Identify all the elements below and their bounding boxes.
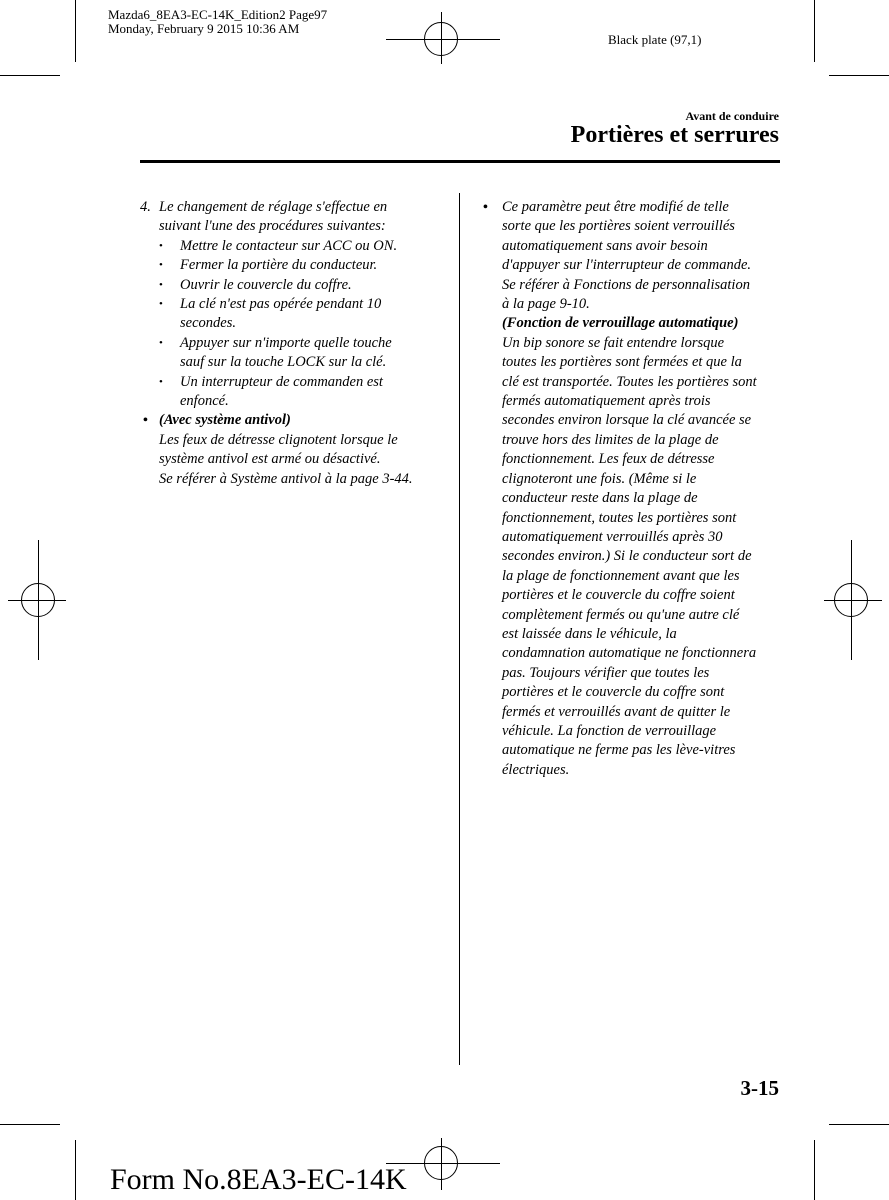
print-meta-line2: Monday, February 9 2015 10:36 AM <box>108 21 300 36</box>
p1-line: Ce paramètre peut être modifié de telle <box>502 199 729 215</box>
crop-mark-top-right-vertical <box>814 0 815 62</box>
sub-item-text: Ouvrir le couvercle du coffre. <box>180 276 352 293</box>
sub-item-4 <box>140 295 445 334</box>
p2-line: secondes environ lorsque la clé avancée se <box>502 412 752 429</box>
list-item-number: 4. <box>140 199 151 215</box>
p2-line: la plage de fonctionnement avant que les <box>502 567 740 584</box>
crop-mark-top-left-vertical <box>75 0 76 62</box>
sub-item-text: Mettre le contacteur sur ACC ou ON. <box>180 237 398 254</box>
sub-item-5 <box>140 334 445 373</box>
registration-target-top-v <box>441 12 442 64</box>
section-label: Avant de conduire <box>685 109 779 123</box>
auto-lock-heading: (Fonction de verrouillage automatique) <box>502 315 739 332</box>
crop-mark-bottom-right-vertical <box>814 1140 815 1200</box>
sub-item-text: enfoncé. <box>180 393 229 410</box>
antivol-heading: (Avec système antivol) <box>159 412 291 429</box>
p2-line: trouve hors des limites de la plage de <box>502 431 719 448</box>
right-bullet-item <box>482 198 784 780</box>
item4-line2: suivant l'une des procédures suivantes: <box>159 218 386 235</box>
page-number: 3-15 <box>740 1076 779 1100</box>
bullet: • <box>143 413 148 429</box>
p1-line: à la page 9-10. <box>502 296 590 313</box>
p2-line: clignoteront une fois. (Même si le <box>502 470 697 487</box>
p2-line: pas. Toujours vérifier que toutes les <box>502 664 710 681</box>
p2-line: secondes environ.) Si le conducteur sort de <box>502 548 752 565</box>
column-divider <box>459 193 460 1065</box>
crop-mark-top-left-horizontal <box>0 75 60 76</box>
p1-line: Se référer à Fonctions de personnalisation <box>502 276 750 293</box>
right-column <box>482 198 784 780</box>
p2-line: automatique ne ferme pas les lève-vitres <box>502 742 736 759</box>
sub-item-2 <box>140 256 445 275</box>
print-meta-line1: Mazda6_8EA3-EC-14K_Edition2 Page97 <box>108 7 328 22</box>
p1-line: sorte que les portières soient verrouillés <box>502 218 735 235</box>
sub-item-text: Un interrupteur de commanden est <box>180 373 383 390</box>
sub-item-6 <box>140 373 445 412</box>
bullet: • <box>483 200 488 215</box>
p1-line: automatiquement sans avoir besoin <box>502 237 708 254</box>
p2-line: complètement fermés ou qu'une autre clé <box>502 606 740 623</box>
p2-line: fonctionnement, toutes les portières sont <box>502 509 737 526</box>
sub-bullet: • <box>159 336 163 349</box>
p2-line: portières et le couvercle du coffre sont <box>502 684 725 701</box>
print-meta <box>108 8 327 36</box>
sub-bullet: • <box>159 259 163 272</box>
sub-bullet: • <box>159 298 163 311</box>
crop-mark-top-right-horizontal <box>829 75 889 76</box>
registration-target-bottom-v <box>441 1138 442 1190</box>
crop-mark-bottom-left-horizontal <box>0 1124 60 1125</box>
p2-line: toutes les portières sont fermées et que la <box>502 354 742 371</box>
registration-target-right-h <box>824 600 882 601</box>
item4-line1: Le changement de réglage s'effectue en <box>159 199 388 215</box>
p2-line: fonctionnement. Les feux de détresse <box>502 451 715 468</box>
registration-target-right-v <box>851 540 852 660</box>
registration-target-left-v <box>38 540 39 660</box>
sub-item-text: Appuyer sur n'importe quelle touche <box>180 334 392 351</box>
sub-item-text: La clé n'est pas opérée pendant 10 <box>180 296 382 313</box>
list-item-4 <box>140 198 445 237</box>
antivol-item <box>140 411 445 489</box>
sub-item-1 <box>140 237 445 256</box>
p2-line: condamnation automatique ne fonctionnera <box>502 645 757 662</box>
sub-bullet: • <box>159 278 163 291</box>
registration-target-top-h <box>386 39 500 40</box>
left-column <box>140 198 445 489</box>
p2-line: fermés automatiquement après trois <box>502 393 711 410</box>
p2-line: Un bip sonore se fait entendre lorsque <box>502 334 725 351</box>
sub-item-3 <box>140 276 445 295</box>
title-rule <box>140 160 780 163</box>
antivol-line3: Se référer à Système antivol à la page 3-44. <box>159 470 413 487</box>
plate-label: Black plate (97,1) <box>608 32 702 47</box>
p2-line: véhicule. La fonction de verrouillage <box>502 722 717 739</box>
p2-line: est laissée dans le véhicule, la <box>502 625 677 642</box>
p2-line: conducteur reste dans la plage de <box>502 490 698 507</box>
p2-line: fermés et verrouillés avant de quitter le <box>502 703 731 720</box>
sub-bullet: • <box>159 375 163 388</box>
sub-item-text: secondes. <box>180 315 236 332</box>
registration-target-left-h <box>8 600 66 601</box>
p2-line: électriques. <box>502 761 570 778</box>
sub-item-text: sauf sur la touche LOCK sur la clé. <box>180 354 387 371</box>
crop-mark-bottom-right-horizontal <box>829 1124 889 1125</box>
crop-mark-bottom-left-vertical <box>75 1140 76 1200</box>
sub-bullet: • <box>159 239 163 252</box>
p2-line: automatiquement verrouillés après 30 <box>502 528 723 545</box>
sub-item-text: Fermer la portière du conducteur. <box>180 257 378 274</box>
p2-line: portières et le couvercle du coffre soient <box>502 587 735 604</box>
p1-line: d'appuyer sur l'interrupteur de commande. <box>502 257 752 274</box>
antivol-line1: Les feux de détresse clignotent lorsque le <box>159 431 398 448</box>
page-title: Portières et serrures <box>570 122 779 148</box>
antivol-line2: système antivol est armé ou désactivé. <box>159 451 381 468</box>
form-number: Form No.8EA3-EC-14K <box>110 1163 407 1196</box>
p2-line: clé est transportée. Toutes les portières sont <box>502 373 757 390</box>
